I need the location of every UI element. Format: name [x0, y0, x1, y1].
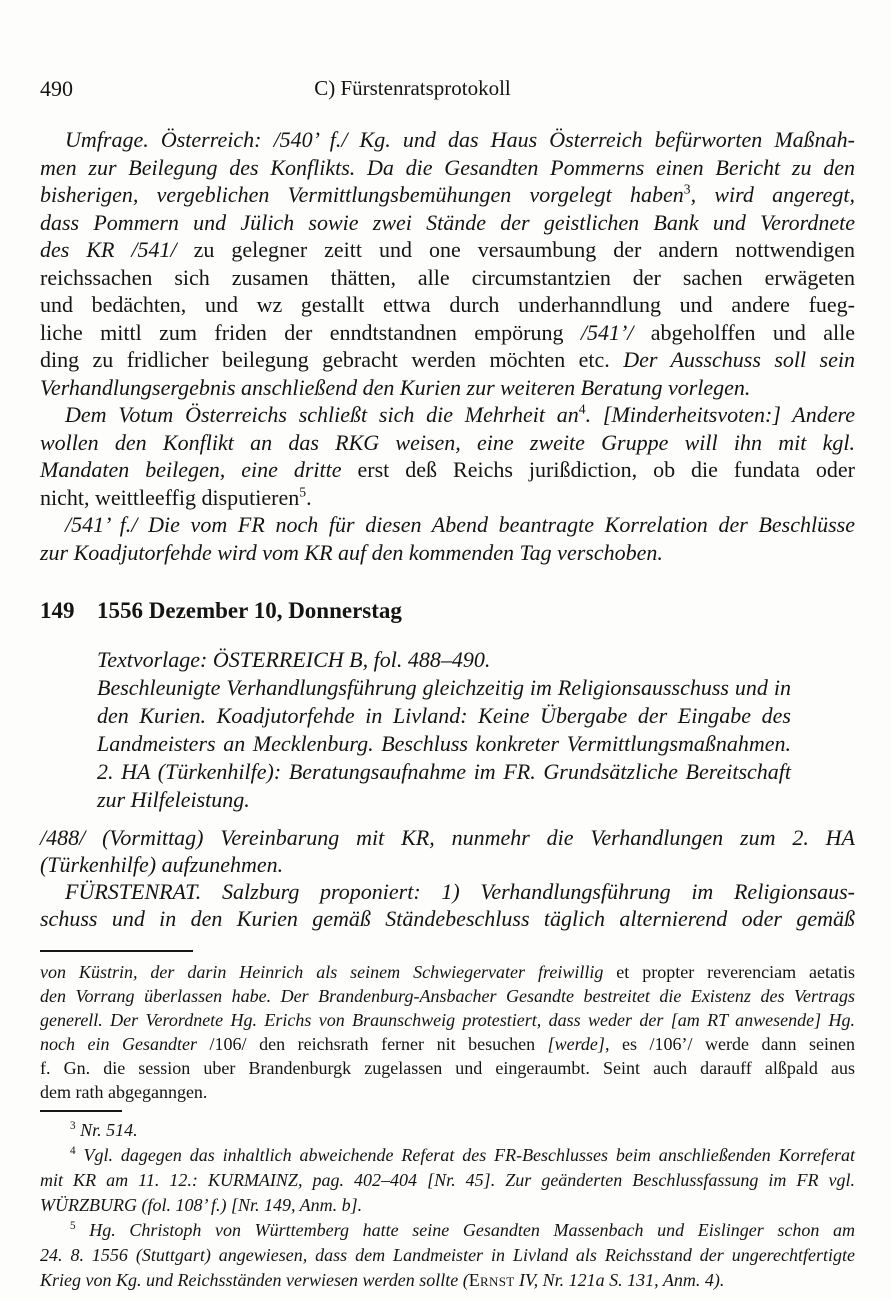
text-segment: von Küstrin, der darin Heinrich als seinem Schwiegervater freiwillig: [40, 962, 617, 982]
text-line: [40, 374, 855, 402]
text-segment: Vgl. dagegen das inhaltlich abweichende Referat des FR-Beschlusses beim anschließenden Korreferat: [75, 1145, 855, 1165]
text-line: [40, 1118, 855, 1143]
text-segment: Mandaten beilegen, eine dritte: [40, 457, 358, 482]
running-title: C) Fürstenratsprotokoll: [314, 76, 511, 100]
text-segment: men zur Beilegung des Konflikts. Da die Gesandten Pommerns einen Bericht zu den: [40, 154, 855, 180]
text-segment: liche mittl zum friden der enndtstandnen empörung: [40, 319, 581, 345]
text-segment: Dem Votum Österreichs schließt sich die Mehrheit an: [65, 402, 579, 427]
footnote-marker: 4: [578, 401, 586, 417]
text-line: [40, 1218, 855, 1243]
text-segment: zu gelegner zeitt und one versaumbung der andern nottwendigen: [193, 237, 855, 262]
footnote-marker: 5: [299, 484, 307, 500]
text-segment: abgeholffen und alle: [633, 319, 855, 345]
footnote-marker: 3: [70, 1120, 76, 1132]
text-segment: FÜRSTENRAT. Salzburg proponiert: 1) Verhandlungsführung im Religionsaus-: [65, 879, 855, 904]
text-line: [40, 346, 855, 374]
text-segment: zur Hilfeleistung.: [97, 787, 250, 812]
text-line: [40, 126, 855, 154]
text-line: [40, 181, 855, 209]
regest-block: [97, 646, 791, 814]
text-segment: , wird angeregt,: [690, 182, 856, 207]
text-line: [40, 1168, 855, 1193]
text-line: [40, 824, 855, 851]
text-line: [40, 1032, 855, 1056]
text-line: [40, 960, 855, 984]
text-line: [40, 456, 855, 484]
text-segment: wollen den Konflikt an das RKG weisen, eine zweite Gruppe will ihn mit kgl.: [40, 429, 855, 455]
text-segment: den Kurien. Koadjutorfehde in Livland: Keine Übergabe der Eingabe des: [97, 703, 791, 728]
text-segment: dem rath abgeganngen.: [40, 1082, 208, 1102]
text-line: [97, 786, 791, 814]
text-segment: schuss und in den Kurien gemäß Ständebeschluss täglich alternierend oder gemäß: [40, 906, 855, 931]
footnote-5: [40, 1218, 855, 1293]
text-line: [40, 1268, 855, 1293]
text-segment: .: [306, 484, 312, 510]
text-segment: et propter reverenciam aetatis: [616, 962, 855, 982]
text-segment: 2. HA (Türkenhilfe): Beratungsaufnahme im FR. Grundsätzliche Bereitschaft: [97, 759, 791, 784]
footnote-3: [40, 1118, 855, 1143]
text-segment: den Vorrang überlassen habe. Der Brandenburg-Ansbacher Gesandte bestreitet die Existenz des Vertrags: [40, 986, 855, 1006]
text-segment: ding zu fridlicher beilegung gebracht werden möchten etc.: [40, 347, 624, 372]
text-line: [40, 878, 855, 905]
text-segment: und bedächten, und wz gestallt ettwa durch underhanndlung und andere fueg-: [40, 292, 855, 317]
text-segment: generell. Der Verordnete Hg. Erichs von Braunschweig protestiert, dass weder der [am RT anwesende] Hg.: [40, 1010, 855, 1030]
footnote-continuation: [40, 960, 855, 1104]
footnote-marker: 5: [70, 1220, 76, 1232]
text-line: [40, 1056, 855, 1080]
text-line: [97, 674, 791, 702]
text-line: [97, 646, 791, 674]
text-segment: . [Minderheitsvoten:] Andere: [585, 402, 855, 427]
text-segment: bisherigen, vergeblichen Vermittlungsbemühungen vorgelegt haben: [40, 182, 684, 207]
text-segment: WÜRZBURG (fol. 108’ f.) [Nr. 149, Anm. b].: [40, 1195, 363, 1215]
text-segment: 24. 8. 1556 (Stuttgart) angewiesen, dass dem Landmeister in Livland als Reichsstand der ungerechtfertigte: [40, 1245, 855, 1265]
page-header: [40, 76, 855, 102]
text-segment: erst deß Reichs jurißdiction, ob die fundata oder: [357, 457, 855, 482]
text-line: [40, 291, 855, 319]
text-line: [40, 319, 855, 347]
text-segment: /488/ (Vormittag) Vereinbarung mit KR, nunmehr die Verhandlungen zum 2. HA: [40, 825, 855, 850]
text-segment: Verhandlungsergebnis anschließend den Kurien zur weiteren Beratung vorlegen.: [40, 374, 751, 400]
text-line: [40, 209, 855, 237]
text-segment: /106/ den reichsrath ferner nit besuchen: [209, 1034, 548, 1054]
entry-heading: [40, 596, 855, 626]
text-segment: Ernst: [468, 1270, 515, 1290]
protocol-paragraph-votum: [40, 401, 855, 511]
text-line: [40, 1008, 855, 1032]
text-segment: Beschleunigte Verhandlungsführung gleichzeitig im Religionsausschuss und in: [97, 675, 791, 700]
text-segment: , es /106’/ werde dann seinen: [604, 1034, 856, 1054]
footnote-marker: 3: [683, 181, 691, 197]
text-line: [97, 730, 791, 758]
protocol-paragraph-korrelation: [40, 511, 855, 566]
text-line: [40, 1193, 855, 1218]
text-segment: des KR /541/: [40, 237, 194, 262]
text-line: [40, 236, 855, 264]
page-number: 490: [40, 76, 73, 101]
text-segment: (Türkenhilfe) aufzunehmen.: [40, 852, 284, 877]
text-line: [40, 401, 855, 429]
text-line: [40, 154, 855, 182]
text-segment: Umfrage. Österreich: /540’ f./ Kg. und das Haus Österreich befürworten Maßnah-: [65, 127, 855, 152]
text-segment: [werde]: [547, 1034, 605, 1054]
text-line: [40, 264, 855, 292]
footnote-continuation-rule: [40, 950, 193, 952]
text-segment: noch ein Gesandter: [40, 1034, 210, 1054]
entry-number: 149: [40, 598, 75, 623]
text-line: [40, 511, 855, 539]
entry-body-fuerstenrat: [40, 878, 855, 932]
text-segment: zur Koadjutorfehde wird vom KR auf den kommenden Tag verschoben.: [40, 539, 663, 565]
text-segment: IV, Nr. 121a S. 131, Anm. 4).: [514, 1270, 725, 1290]
footnote-marker: 4: [70, 1145, 76, 1157]
protocol-paragraph-umfrage: [40, 126, 855, 401]
entry-body-vormittag: [40, 824, 855, 878]
footnote-4: [40, 1143, 855, 1218]
text-line: [40, 984, 855, 1008]
text-segment: Krieg von Kg. und Reichsständen verwiesen werden sollte (: [40, 1270, 469, 1290]
text-segment: /541’ f./ Die vom FR noch für diesen Abend beantragte Korrelation der Beschlüsse: [65, 512, 855, 537]
text-segment: dass Pommern und Jülich sowie zwei Stände der geistlichen Bank und Verordnete: [40, 209, 855, 235]
text-line: [40, 1243, 855, 1268]
text-line: [40, 1143, 855, 1168]
text-segment: mit KR am 11. 12.: KURMAINZ, pag. 402–404 [Nr. 45]. Zur geänderten Beschlussfassung im FR vgl.: [40, 1170, 855, 1190]
text-line: [40, 851, 855, 878]
text-line: [40, 539, 855, 567]
text-segment: nicht, weittleeffig disputieren: [40, 484, 300, 510]
text-line: [40, 484, 855, 512]
text-segment: f. Gn. die session uber Brandenburgk zugelassen und eingeraumbt. Seint auch darauff alßpald aus: [40, 1058, 855, 1078]
text-segment: /541’/: [580, 319, 634, 345]
text-segment: Textvorlage: ÖSTERREICH B, fol. 488–490.: [97, 647, 491, 672]
entry-title: 1556 Dezember 10, Donnerstag: [97, 598, 402, 623]
text-segment: Der Ausschuss soll sein: [623, 347, 855, 372]
text-segment: Landmeisters an Mecklenburg. Beschluss konkreter Vermittlungsmaßnahmen.: [97, 731, 791, 756]
text-line: [40, 1080, 855, 1104]
text-segment: Nr. 514.: [75, 1120, 138, 1140]
footnote-separator-rule: [40, 1110, 122, 1112]
text-line: [97, 758, 791, 786]
text-line: [97, 702, 791, 730]
text-line: [40, 429, 855, 457]
text-segment: Hg. Christoph von Württemberg hatte seine Gesandten Massenbach und Eislinger schon am: [75, 1220, 855, 1240]
text-segment: reichssachen sich zusamen thätten, alle circumstantzien der sachen erwägeten: [40, 264, 855, 290]
text-line: [40, 905, 855, 932]
